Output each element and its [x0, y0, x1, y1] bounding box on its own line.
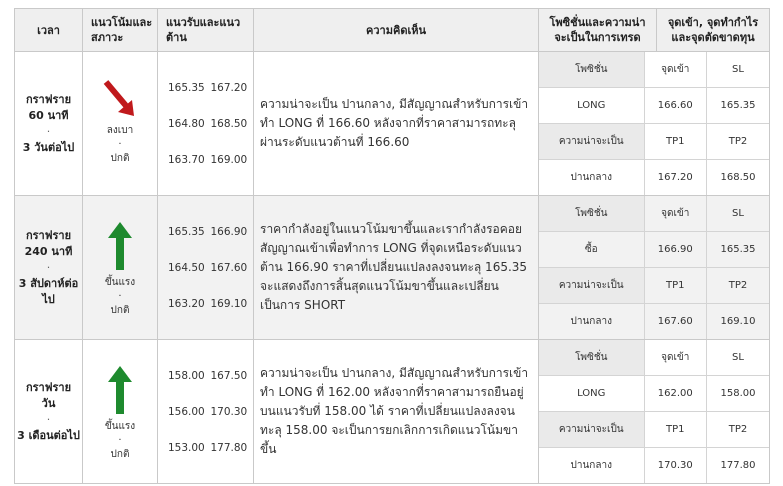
- trend-cell: [83, 196, 158, 340]
- tp2-header: TP2: [707, 412, 770, 448]
- levels-cell: [158, 196, 254, 340]
- horizon-label: 3 สัปดาห์ต่อไป: [18, 276, 79, 306]
- condition-label: ปกติ: [110, 305, 130, 316]
- support-level: 164.80: [168, 117, 205, 130]
- condition-label: ปกติ: [110, 449, 130, 460]
- comment-cell: ราคากำลังอยู่ในแนวโน้มขาขึ้นและเรากำลังรอคอยสัญญาณเข้าเพื่อทำการ LONG ที่จุดเหนือระดับแนวต้าน 166.90 ราคาที่เปลี่ยนแปลงลงจนทะลุ 165.35 จะแสดงถึงการสิ้นสุดแนวโน้มขาขึ้นและเปลี่ยนเป็นการ SHORT: [254, 196, 539, 340]
- forecast-table-container: [14, 8, 769, 484]
- support-level: 165.35: [168, 81, 205, 94]
- time-cell: [15, 340, 83, 484]
- probability-header: ความน่าจะเป็น: [539, 124, 644, 160]
- timeframe-label: กราฟราย: [25, 228, 72, 242]
- position-cell: [539, 52, 770, 196]
- resistance-level: 169.00: [210, 153, 248, 166]
- position-value: LONG: [539, 376, 644, 412]
- position-grid: [539, 340, 769, 483]
- trend-label: ขึ้นแรง: [104, 421, 136, 432]
- level-pair: [168, 70, 253, 106]
- sl-header: SL: [707, 52, 770, 88]
- tp1-header: TP1: [644, 412, 707, 448]
- sl-header: SL: [707, 196, 770, 232]
- position-grid: [539, 196, 769, 339]
- separator-dot: ·: [118, 139, 122, 150]
- sl-value: 165.35: [707, 88, 770, 124]
- support-level: 158.00: [168, 369, 205, 382]
- level-pair: [168, 142, 253, 178]
- level-pair: [168, 430, 253, 466]
- support-level: 156.00: [168, 405, 205, 418]
- support-level: 164.50: [168, 261, 205, 274]
- separator-dot: ·: [118, 435, 122, 446]
- resistance-level: 170.30: [210, 405, 248, 418]
- level-pair: [168, 214, 253, 250]
- probability-value: ปานกลาง: [539, 160, 644, 196]
- header-position: โพซิชั่นและความน่าจะเป็นในการเทรด: [539, 9, 657, 51]
- resistance-level: 177.80: [210, 441, 248, 454]
- probability-header: ความน่าจะเป็น: [539, 268, 644, 304]
- support-level: 165.35: [168, 225, 205, 238]
- horizon-label: 3 เดือนต่อไป: [17, 428, 80, 442]
- support-level: 163.20: [168, 297, 205, 310]
- table-row: [15, 340, 770, 484]
- support-level: 163.70: [168, 153, 205, 166]
- header-trend: แนวโน้มและสภาวะ: [83, 9, 158, 52]
- position-header: โพซิชั่น: [539, 52, 644, 88]
- tp1-header: TP1: [644, 268, 707, 304]
- probability-value: ปานกลาง: [539, 304, 644, 340]
- entry-value: 166.90: [644, 232, 707, 268]
- level-pair: [168, 250, 253, 286]
- time-cell: [15, 196, 83, 340]
- time-cell: [15, 52, 83, 196]
- entry-header: จุดเข้า: [644, 52, 707, 88]
- levels-cell: [158, 52, 254, 196]
- timeframe-label: กราฟราย: [25, 92, 72, 106]
- table-row: [15, 196, 770, 340]
- levels-cell: [158, 340, 254, 484]
- level-pair: [168, 394, 253, 430]
- sl-value: 158.00: [707, 376, 770, 412]
- header-entry: จุดเข้า, จุดทำกำไรและจุดตัดขาดทุน: [667, 16, 759, 44]
- sl-value: 165.35: [707, 232, 770, 268]
- entry-value: 166.60: [644, 88, 707, 124]
- tp2-value: 168.50: [720, 172, 756, 183]
- header-comment: ความคิดเห็น: [254, 9, 539, 52]
- forecast-table: [14, 8, 770, 484]
- probability-header: ความน่าจะเป็น: [539, 412, 644, 448]
- tp2-header: TP2: [707, 124, 770, 160]
- separator-dot: ·: [46, 124, 51, 138]
- header-time: เวลา: [15, 9, 83, 52]
- position-header: โพซิชั่น: [539, 340, 644, 376]
- timeframe-value: 240 นาที: [24, 244, 73, 258]
- header-row: [15, 9, 770, 52]
- trend-cell: [83, 340, 158, 484]
- tp1-value: 167.60: [644, 304, 707, 340]
- tp2-value: 169.10: [720, 316, 756, 327]
- support-level: 153.00: [168, 441, 205, 454]
- horizon-label: 3 วันต่อไป: [22, 140, 75, 154]
- timeframe-value: วัน: [41, 396, 56, 410]
- probability-value: ปานกลาง: [539, 448, 644, 484]
- resistance-level: 167.20: [210, 81, 248, 94]
- separator-dot: ·: [118, 291, 122, 302]
- header-position-group: [539, 9, 770, 52]
- separator-dot: ·: [46, 412, 51, 426]
- entry-header: จุดเข้า: [644, 196, 707, 232]
- trend-label: ลงเบา: [106, 125, 134, 136]
- position-cell: [539, 340, 770, 484]
- trend-label: ขึ้นแรง: [104, 277, 136, 288]
- condition-label: ปกติ: [110, 153, 130, 164]
- tp2-value: 177.80: [720, 460, 756, 471]
- resistance-level: 167.50: [210, 369, 248, 382]
- timeframe-label: กราฟราย: [25, 380, 72, 394]
- position-header: โพซิชั่น: [539, 196, 644, 232]
- comment-cell: ความน่าจะเป็น ปานกลาง, มีสัญญาณสำหรับการเข้าทำ LONG ที่ 166.60 หลังจากที่ราคาสามารถทะลุผ่านระดับแนวต้านที่ 166.60: [254, 52, 539, 196]
- table-row: [15, 52, 770, 196]
- entry-value: 162.00: [644, 376, 707, 412]
- down-right-arrow-icon: [102, 78, 138, 118]
- resistance-level: 166.90: [210, 225, 248, 238]
- tp2-header: TP2: [707, 268, 770, 304]
- header-levels: แนวรับและแนวต้าน: [158, 9, 254, 52]
- position-value: LONG: [539, 88, 644, 124]
- resistance-level: 169.10: [210, 297, 248, 310]
- entry-header: จุดเข้า: [644, 340, 707, 376]
- sl-header: SL: [707, 340, 770, 376]
- position-grid: [539, 52, 769, 195]
- up-arrow-icon: [108, 222, 132, 270]
- tp1-header: TP1: [644, 124, 707, 160]
- comment-cell: ความน่าจะเป็น ปานกลาง, มีสัญญาณสำหรับการเข้าทำ LONG ที่ 162.00 หลังจากที่ราคาสามารถยืนอยู่บนแนวรับที่ 158.00 ได้ ราคาที่เปลี่ยนแปลงลงจนทะลุ 158.00 จะเป็นการยกเลิกการเกิดแนวโน้มขาขึ้น: [254, 340, 539, 484]
- resistance-level: 168.50: [210, 117, 248, 130]
- position-value: ซื้อ: [539, 232, 644, 268]
- up-arrow-icon: [108, 366, 132, 414]
- tp1-value: 167.20: [644, 160, 707, 196]
- trend-cell: [83, 52, 158, 196]
- separator-dot: ·: [46, 260, 51, 274]
- timeframe-value: 60 นาที: [28, 108, 69, 122]
- level-pair: [168, 286, 253, 322]
- position-cell: [539, 196, 770, 340]
- tp1-value: 170.30: [644, 448, 707, 484]
- level-pair: [168, 358, 253, 394]
- resistance-level: 167.60: [210, 261, 248, 274]
- level-pair: [168, 106, 253, 142]
